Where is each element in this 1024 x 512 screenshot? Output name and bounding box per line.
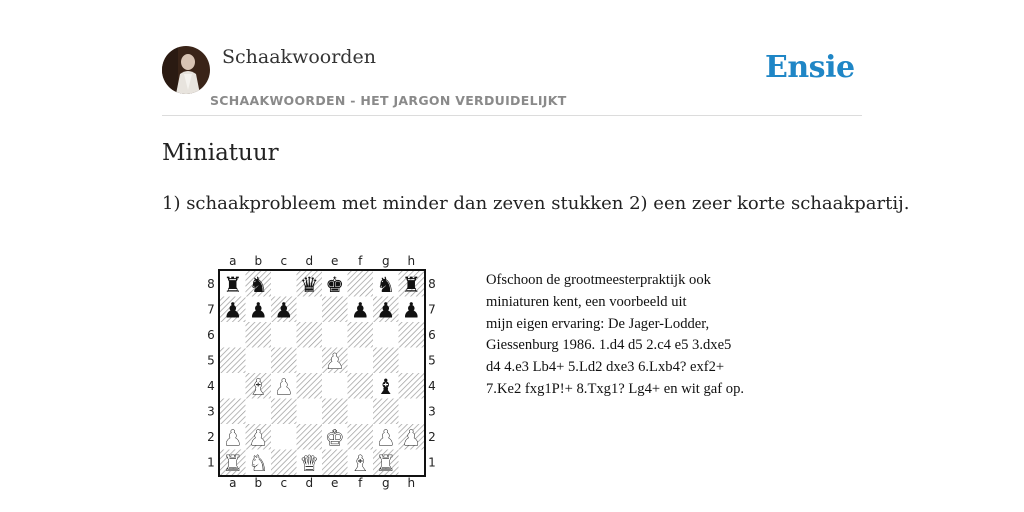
black-knight-icon: ♞ bbox=[376, 272, 396, 297]
white-bishop-icon: ♝ bbox=[248, 374, 268, 399]
board-square bbox=[348, 271, 374, 297]
caption-line: d4 4.e3 Lb4+ 5.Ld2 dxe3 6.Lxb4? exf2+ bbox=[486, 359, 725, 376]
board-square bbox=[399, 450, 425, 476]
board-square bbox=[373, 348, 399, 374]
board-square bbox=[297, 322, 323, 348]
board-square bbox=[246, 399, 272, 425]
board-square bbox=[297, 399, 323, 425]
board-square bbox=[220, 348, 246, 374]
board-square bbox=[399, 399, 425, 425]
white-rook-icon: ♜ bbox=[223, 451, 243, 476]
white-bishop-icon: ♝ bbox=[350, 451, 370, 476]
board-square bbox=[399, 322, 425, 348]
board-square bbox=[322, 297, 348, 323]
rank-label: 6 bbox=[428, 327, 436, 342]
board-square bbox=[322, 399, 348, 425]
board-square bbox=[348, 373, 374, 399]
board-square bbox=[348, 322, 374, 348]
white-king-icon: ♚ bbox=[325, 425, 345, 450]
avatar-portrait-icon bbox=[162, 46, 210, 94]
site-name-link[interactable]: Schaakwoorden bbox=[222, 46, 376, 68]
board-square bbox=[220, 399, 246, 425]
rank-label: 8 bbox=[207, 276, 215, 291]
board-square bbox=[348, 348, 374, 374]
black-pawn-icon: ♟ bbox=[248, 298, 268, 323]
board-square bbox=[271, 424, 297, 450]
rank-label: 2 bbox=[428, 429, 436, 444]
board-square bbox=[271, 348, 297, 374]
file-label: a bbox=[229, 476, 237, 490]
site-subtitle: SCHAAKWOORDEN - HET JARGON VERDUIDELIJKT bbox=[210, 93, 567, 108]
black-rook-icon: ♜ bbox=[401, 272, 421, 297]
file-label: h bbox=[407, 476, 416, 490]
file-label: d bbox=[305, 254, 314, 268]
board-square bbox=[322, 450, 348, 476]
file-label: f bbox=[358, 476, 363, 490]
rank-label: 7 bbox=[428, 302, 436, 317]
black-king-icon: ♚ bbox=[325, 272, 345, 297]
white-pawn-icon: ♟ bbox=[325, 349, 345, 374]
board-square bbox=[297, 297, 323, 323]
caption-line: Ofschoon de grootmeesterpraktijk ook bbox=[486, 272, 711, 288]
rank-label: 4 bbox=[207, 378, 215, 393]
black-pawn-icon: ♟ bbox=[274, 298, 294, 323]
rank-label: 1 bbox=[207, 455, 215, 470]
board-square bbox=[271, 271, 297, 297]
board-square bbox=[297, 373, 323, 399]
file-label: e bbox=[331, 476, 339, 490]
black-rook-icon: ♜ bbox=[223, 272, 243, 297]
board-square bbox=[220, 373, 246, 399]
header-divider bbox=[162, 115, 862, 116]
board-square bbox=[271, 450, 297, 476]
black-pawn-icon: ♟ bbox=[350, 298, 370, 323]
white-pawn-icon: ♟ bbox=[376, 425, 396, 450]
white-pawn-icon: ♟ bbox=[401, 425, 421, 450]
file-label: g bbox=[381, 476, 390, 490]
board-square bbox=[271, 399, 297, 425]
file-label: b bbox=[254, 476, 263, 490]
board-square bbox=[246, 348, 272, 374]
black-bishop-icon: ♝ bbox=[376, 374, 396, 399]
board-square bbox=[297, 424, 323, 450]
file-label: h bbox=[407, 254, 416, 268]
board-square bbox=[220, 322, 246, 348]
rank-label: 8 bbox=[428, 276, 436, 291]
black-pawn-icon: ♟ bbox=[223, 298, 243, 323]
black-queen-icon: ♛ bbox=[299, 272, 319, 297]
rank-label: 1 bbox=[428, 455, 436, 470]
rank-label: 6 bbox=[207, 327, 215, 342]
rank-label: 3 bbox=[428, 404, 436, 419]
board-square bbox=[373, 322, 399, 348]
board-square bbox=[373, 399, 399, 425]
board-square bbox=[246, 322, 272, 348]
author-avatar[interactable] bbox=[162, 46, 210, 94]
rank-label: 5 bbox=[428, 353, 436, 368]
rank-label: 4 bbox=[428, 378, 436, 393]
entry-title: Miniatuur bbox=[162, 140, 279, 166]
file-label: c bbox=[280, 476, 288, 490]
caption-line: Giessenburg 1986. 1.d4 d5 2.c4 e5 3.dxe5 bbox=[486, 337, 732, 354]
black-pawn-icon: ♟ bbox=[401, 298, 421, 323]
rank-label: 3 bbox=[207, 404, 215, 419]
board-square bbox=[348, 424, 374, 450]
board-square bbox=[322, 322, 348, 348]
board-square bbox=[271, 322, 297, 348]
board-square bbox=[399, 348, 425, 374]
file-label: f bbox=[358, 254, 363, 268]
board-square bbox=[322, 373, 348, 399]
rank-label: 2 bbox=[207, 429, 215, 444]
white-pawn-icon: ♟ bbox=[274, 374, 294, 399]
white-rook-icon: ♜ bbox=[376, 451, 396, 476]
board-square bbox=[399, 373, 425, 399]
file-label: g bbox=[381, 254, 390, 268]
rank-label: 5 bbox=[207, 353, 215, 368]
white-pawn-icon: ♟ bbox=[248, 425, 268, 450]
caption-line: 7.Ke2 fxg1P!+ 8.Txg1? Lg4+ en wit gaf op. bbox=[486, 380, 745, 397]
file-label: a bbox=[229, 254, 237, 268]
ensie-logo-link[interactable]: Ensie bbox=[765, 50, 855, 85]
black-pawn-icon: ♟ bbox=[376, 298, 396, 323]
white-knight-icon: ♞ bbox=[248, 451, 268, 476]
white-pawn-icon: ♟ bbox=[223, 425, 243, 450]
rank-label: 7 bbox=[207, 302, 215, 317]
board-square bbox=[348, 399, 374, 425]
caption-line: mijn eigen ervaring: De Jager-Lodder, bbox=[486, 315, 710, 332]
chess-diagram bbox=[200, 252, 450, 490]
entry-definition: 1) schaakprobleem met minder dan zeven stukken 2) een zeer korte schaakpartij. bbox=[162, 193, 910, 214]
file-label: e bbox=[331, 254, 339, 268]
caption-line: miniaturen kent, een voorbeeld uit bbox=[486, 293, 687, 310]
diagram-caption bbox=[486, 270, 786, 401]
board-square bbox=[297, 348, 323, 374]
file-label: c bbox=[280, 254, 288, 268]
file-label: d bbox=[305, 476, 314, 490]
file-label: b bbox=[254, 254, 263, 268]
black-knight-icon: ♞ bbox=[248, 272, 268, 297]
white-queen-icon: ♛ bbox=[299, 451, 319, 476]
